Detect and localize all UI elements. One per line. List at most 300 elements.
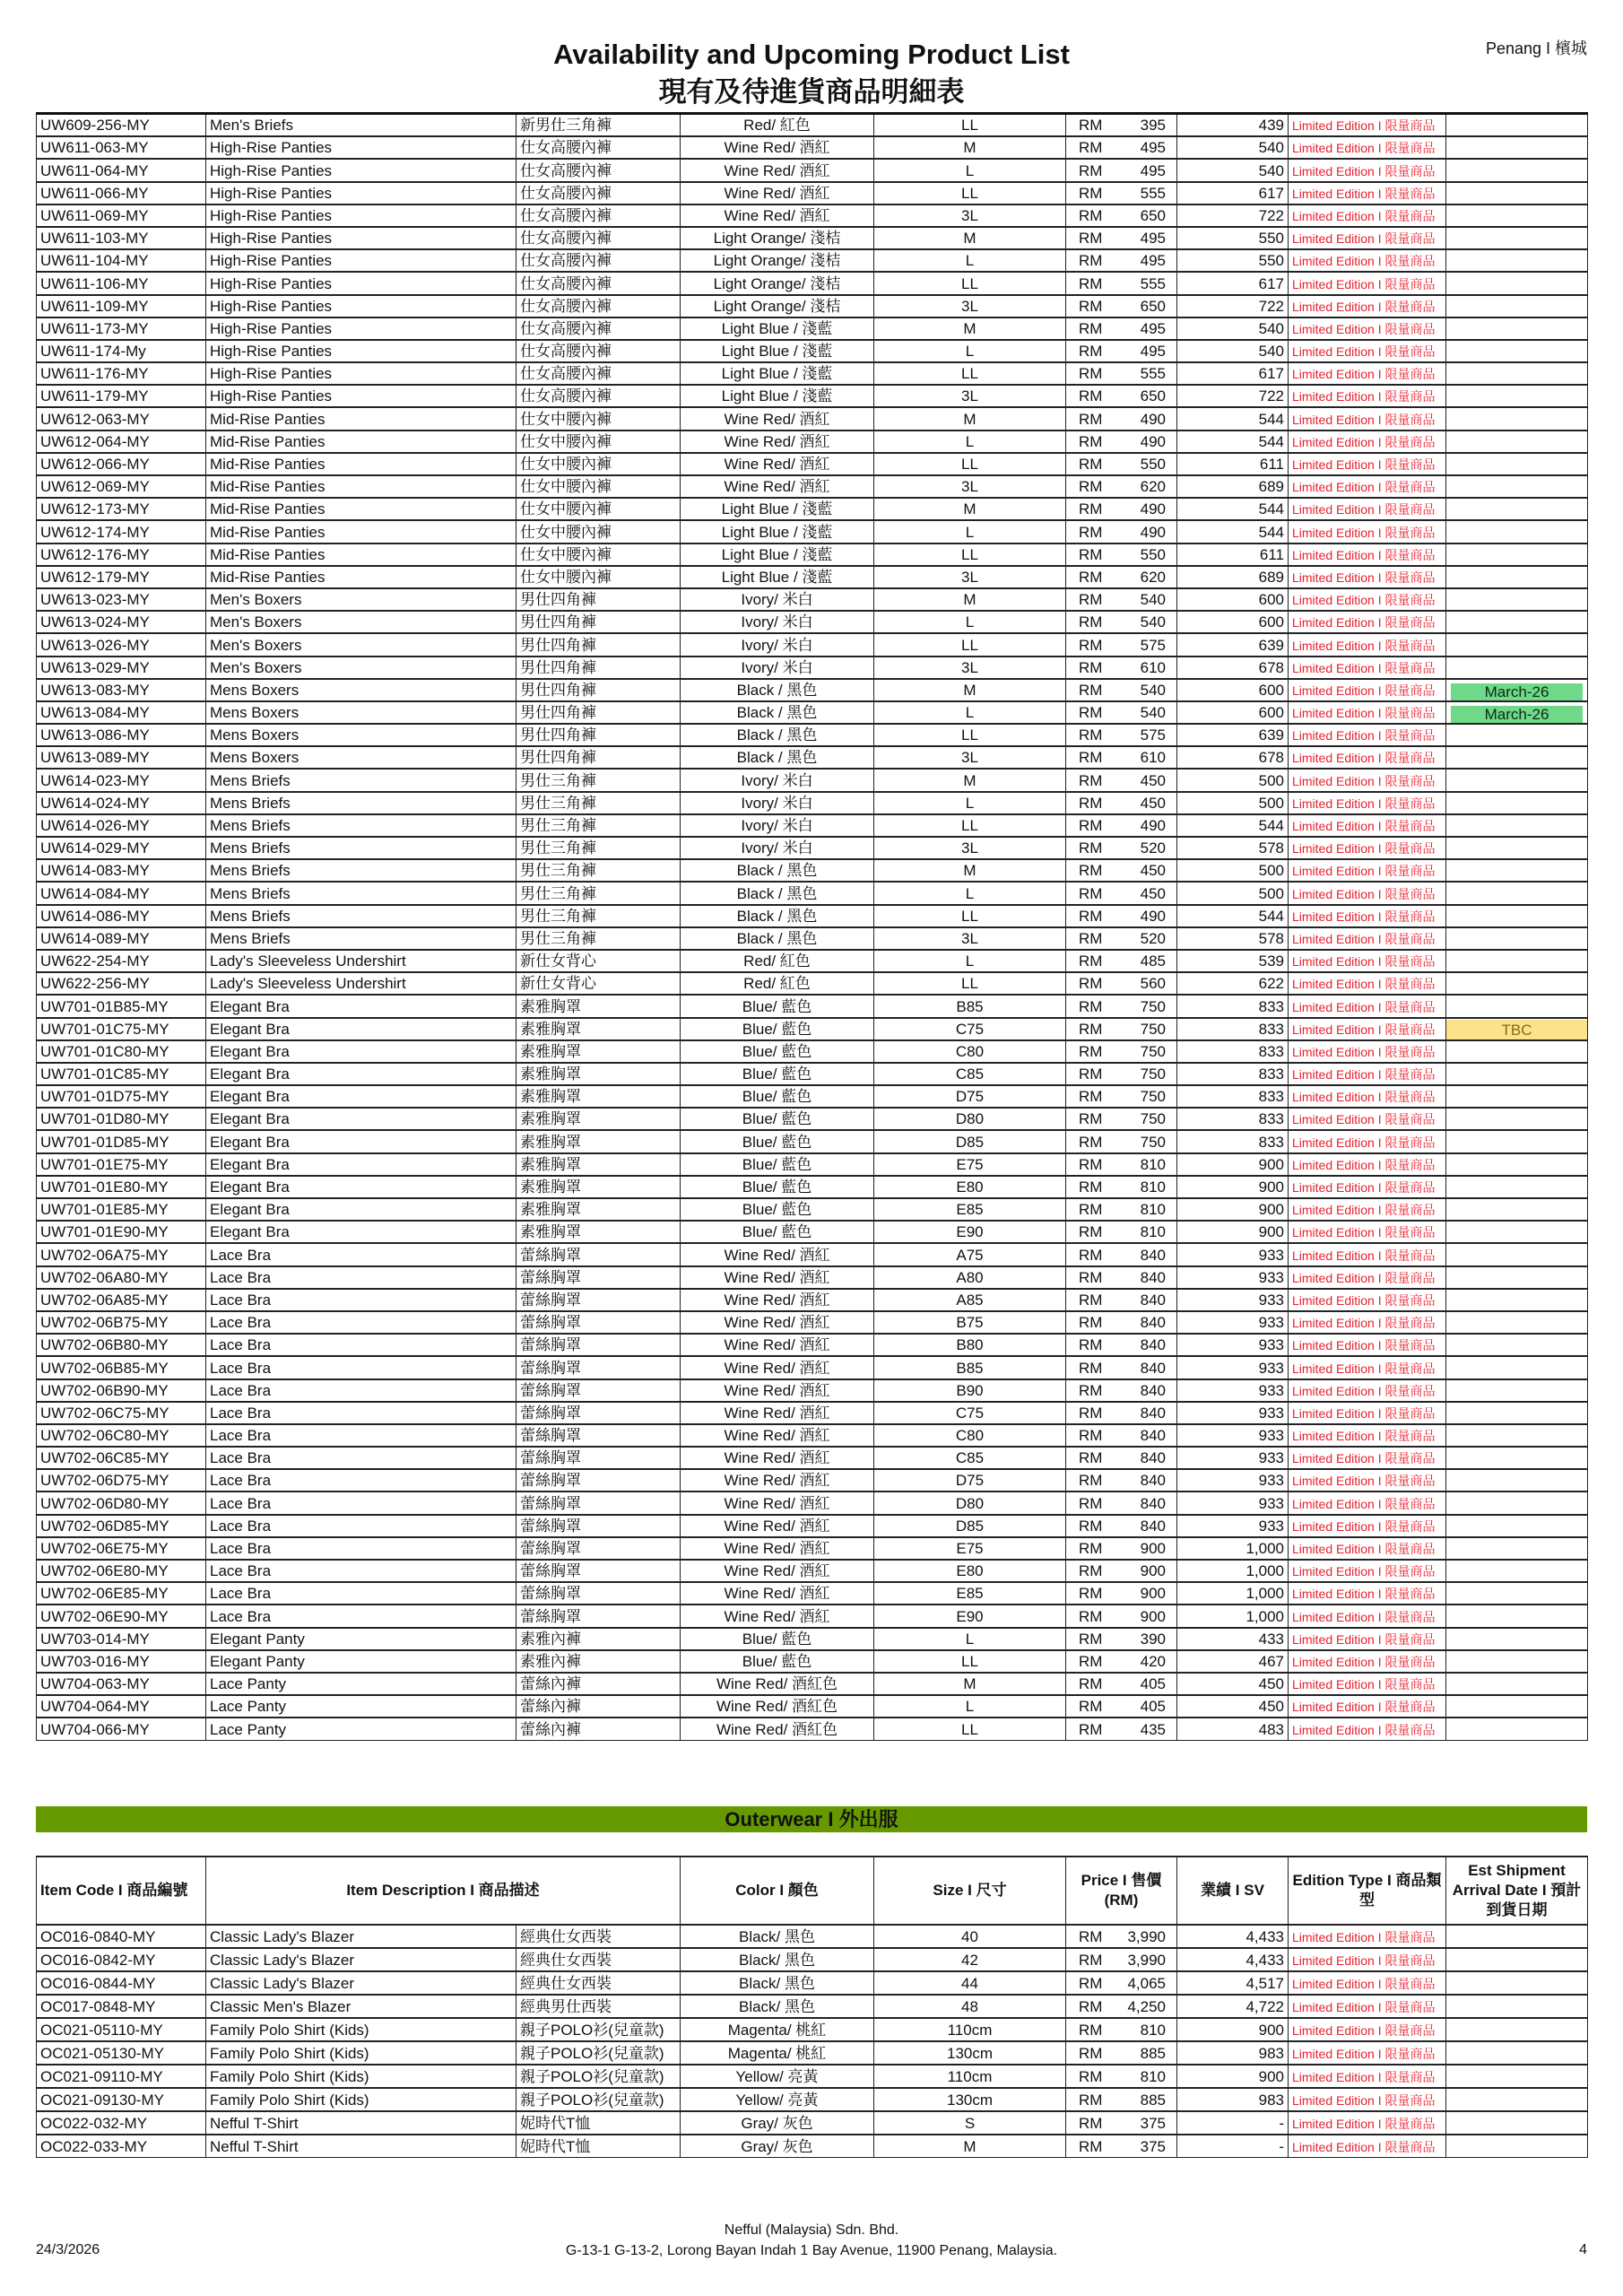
sv-cell: 900: [1177, 1198, 1289, 1221]
price-amount: 495: [1140, 139, 1166, 157]
shipment-date-badge: March-26: [1451, 683, 1583, 700]
edition-type-cell: Limited Edition I 限量商品: [1289, 520, 1446, 543]
item-description-cell: Classic Lady's Blazer: [206, 1925, 516, 1948]
item-code-cell: UW612-173-MY: [37, 498, 206, 520]
currency-label: RM: [1079, 1675, 1103, 1693]
sv-cell: 900: [1177, 1176, 1289, 1198]
est-shipment-cell: [1446, 1289, 1588, 1311]
item-description-cn-cell: 經典仕女西裝: [516, 1971, 681, 1995]
item-description-cn-cell: 男仕三角褲: [516, 882, 681, 904]
item-description-cell: Mid-Rise Panties: [206, 566, 516, 588]
item-description-cell: High-Rise Panties: [206, 249, 516, 272]
edition-type-cell: Limited Edition I 限量商品: [1289, 701, 1446, 724]
item-description-cn-cell: 新男仕三角褲: [516, 114, 681, 137]
color-cell: Blue/ 藍色: [681, 1176, 874, 1198]
color-cell: Light Blue / 淺藍: [681, 317, 874, 340]
item-description-cell: High-Rise Panties: [206, 272, 516, 294]
currency-label: RM: [1079, 252, 1103, 270]
price-amount: 555: [1140, 184, 1166, 202]
item-description-cell: Men's Boxers: [206, 588, 516, 611]
price-amount: 840: [1140, 1291, 1166, 1309]
item-description-cell: Elegant Bra: [206, 1153, 516, 1176]
table-row: [37, 882, 1588, 904]
edition-type-cell: Limited Edition I 限量商品: [1289, 2065, 1446, 2088]
sv-cell: 933: [1177, 1447, 1289, 1469]
item-description-cn-cell: 蕾絲胸罩: [516, 1447, 681, 1469]
table-row: [37, 679, 1588, 701]
size-cell: E75: [874, 1153, 1066, 1176]
est-shipment-cell: [1446, 859, 1588, 882]
est-shipment-cell: [1446, 1356, 1588, 1378]
sv-cell: 1,000: [1177, 1605, 1289, 1627]
sv-cell: 1,000: [1177, 1537, 1289, 1560]
edition-type-cell: Limited Edition I 限量商品: [1289, 227, 1446, 249]
currency-label: RM: [1079, 1427, 1103, 1445]
sv-cell: 500: [1177, 882, 1289, 904]
item-code-cell: UW702-06E80-MY: [37, 1560, 206, 1582]
price-amount: 450: [1140, 862, 1166, 880]
table-row: [37, 1650, 1588, 1673]
price-amount: 610: [1140, 749, 1166, 767]
price-cell: [1066, 475, 1177, 498]
edition-type-cell: Limited Edition I 限量商品: [1289, 159, 1446, 181]
price-cell: [1066, 995, 1177, 1017]
est-shipment-cell: [1446, 724, 1588, 746]
sv-cell: 617: [1177, 182, 1289, 204]
est-shipment-cell: [1446, 1311, 1588, 1334]
size-cell: L: [874, 611, 1066, 633]
price-amount: 495: [1140, 319, 1166, 337]
size-cell: M: [874, 679, 1066, 701]
edition-type-cell: Limited Edition I 限量商品: [1289, 2088, 1446, 2111]
color-cell: Blue/ 藍色: [681, 1198, 874, 1221]
item-description-cn-cell: 男仕三角褲: [516, 814, 681, 837]
price-amount: 490: [1140, 410, 1166, 428]
currency-label: RM: [1079, 1952, 1103, 1969]
est-shipment-cell: [1446, 792, 1588, 814]
edition-type-cell: Limited Edition I 限量商品: [1289, 1243, 1446, 1265]
price-cell: [1066, 2088, 1177, 2111]
item-description-cn-cell: 素雅胸罩: [516, 1040, 681, 1063]
color-cell: Light Blue / 淺藍: [681, 340, 874, 362]
price-cell: [1066, 1650, 1177, 1673]
est-shipment-cell: [1446, 1176, 1588, 1198]
size-cell: 40: [874, 1925, 1066, 1948]
color-cell: Wine Red/ 酒紅: [681, 430, 874, 453]
currency-label: RM: [1079, 387, 1103, 405]
sv-cell: 933: [1177, 1243, 1289, 1265]
size-cell: M: [874, 2135, 1066, 2158]
price-cell: [1066, 2018, 1177, 2041]
item-code-cell: UW701-01D80-MY: [37, 1108, 206, 1130]
item-code-cell: UW613-024-MY: [37, 611, 206, 633]
edition-type-cell: Limited Edition I 限量商品: [1289, 1492, 1446, 1514]
price-amount: 750: [1140, 1133, 1166, 1151]
currency-label: RM: [1079, 568, 1103, 586]
sv-cell: 544: [1177, 407, 1289, 430]
sv-cell: 544: [1177, 520, 1289, 543]
est-shipment-cell: [1446, 1334, 1588, 1356]
item-description-cn-cell: 素雅內褲: [516, 1628, 681, 1650]
item-description-cn-cell: 蕾絲胸罩: [516, 1424, 681, 1447]
item-description-cell: Mid-Rise Panties: [206, 520, 516, 543]
size-cell: 3L: [874, 385, 1066, 407]
size-cell: C75: [874, 1018, 1066, 1040]
sv-cell: 1,000: [1177, 1582, 1289, 1605]
price-cell: [1066, 814, 1177, 837]
table-row: [37, 814, 1588, 837]
table-row: [37, 633, 1588, 656]
size-cell: C80: [874, 1040, 1066, 1063]
edition-type-cell: Limited Edition I 限量商品: [1289, 1424, 1446, 1447]
price-cell: [1066, 611, 1177, 633]
item-description-cell: Men's Boxers: [206, 633, 516, 656]
size-cell: 3L: [874, 475, 1066, 498]
size-cell: E85: [874, 1582, 1066, 1605]
currency-label: RM: [1079, 1133, 1103, 1151]
sv-cell: 600: [1177, 611, 1289, 633]
footer-page-number: 4: [1579, 2242, 1587, 2257]
edition-type-cell: Limited Edition I 限量商品: [1289, 1537, 1446, 1560]
item-description-cell: Mens Briefs: [206, 882, 516, 904]
size-cell: B90: [874, 1379, 1066, 1402]
size-cell: D80: [874, 1492, 1066, 1514]
currency-label: RM: [1079, 230, 1103, 248]
item-code-cell: UW702-06D85-MY: [37, 1515, 206, 1537]
table-row: [37, 1130, 1588, 1152]
size-cell: LL: [874, 633, 1066, 656]
price-amount: 435: [1140, 1720, 1166, 1738]
price-cell: [1066, 272, 1177, 294]
price-amount: 750: [1140, 1065, 1166, 1083]
edition-type-cell: Limited Edition I 限量商品: [1289, 295, 1446, 317]
column-header-edition-type: Edition Type I 商品類型: [1289, 1857, 1446, 1925]
item-description-cell: Elegant Bra: [206, 1018, 516, 1040]
item-description-cn-cell: 男仕四角褲: [516, 746, 681, 769]
price-amount: 540: [1140, 704, 1166, 722]
edition-type-cell: Limited Edition I 限量商品: [1289, 272, 1446, 294]
item-description-cn-cell: 男仕四角褲: [516, 724, 681, 746]
sv-cell: 578: [1177, 837, 1289, 859]
item-code-cell: UW614-026-MY: [37, 814, 206, 837]
item-code-cell: UW614-084-MY: [37, 882, 206, 904]
price-cell: [1066, 362, 1177, 385]
sv-cell: 600: [1177, 679, 1289, 701]
table-row: [37, 362, 1588, 385]
currency-label: RM: [1079, 1088, 1103, 1106]
size-cell: LL: [874, 272, 1066, 294]
edition-type-cell: Limited Edition I 限量商品: [1289, 1971, 1446, 1995]
item-description-cell: Lace Bra: [206, 1334, 516, 1356]
price-cell: [1066, 679, 1177, 701]
est-shipment-cell: [1446, 2041, 1588, 2065]
size-cell: L: [874, 1628, 1066, 1650]
color-cell: Wine Red/ 酒紅色: [681, 1695, 874, 1718]
item-description-cell: Mid-Rise Panties: [206, 430, 516, 453]
price-cell: [1066, 136, 1177, 159]
price-amount: 810: [1140, 1201, 1166, 1219]
price-cell: [1066, 295, 1177, 317]
sv-cell: 622: [1177, 972, 1289, 995]
item-description-cell: Lace Bra: [206, 1469, 516, 1492]
color-cell: Black/ 黑色: [681, 1948, 874, 1971]
est-shipment-cell: [1446, 769, 1588, 791]
item-code-cell: UW701-01E85-MY: [37, 1198, 206, 1221]
price-cell: [1066, 1402, 1177, 1424]
item-code-cell: UW622-254-MY: [37, 950, 206, 972]
edition-type-cell: Limited Edition I 限量商品: [1289, 859, 1446, 882]
item-description-cell: Lace Bra: [206, 1560, 516, 1582]
item-description-cn-cell: 蕾絲胸罩: [516, 1356, 681, 1378]
table-row: [37, 317, 1588, 340]
est-shipment-cell: [1446, 1063, 1588, 1085]
size-cell: L: [874, 340, 1066, 362]
item-code-cell: UW611-173-MY: [37, 317, 206, 340]
price-cell: [1066, 792, 1177, 814]
est-shipment-cell: [1446, 2135, 1588, 2158]
price-cell: [1066, 1063, 1177, 1085]
table-row: [37, 611, 1588, 633]
item-description-cn-cell: 蕾絲胸罩: [516, 1311, 681, 1334]
item-description-cell: Lace Bra: [206, 1402, 516, 1424]
item-code-cell: UW611-103-MY: [37, 227, 206, 249]
currency-label: RM: [1079, 591, 1103, 609]
item-description-cell: Mens Briefs: [206, 792, 516, 814]
sv-cell: 933: [1177, 1334, 1289, 1356]
price-amount: 490: [1140, 523, 1166, 541]
item-description-cell: Lady's Sleeveless Undershirt: [206, 950, 516, 972]
est-shipment-cell: [1446, 1628, 1588, 1650]
edition-type-cell: Limited Edition I 限量商品: [1289, 385, 1446, 407]
item-code-cell: UW609-256-MY: [37, 114, 206, 137]
currency-label: RM: [1079, 456, 1103, 473]
table-row: [37, 159, 1588, 181]
table-row: [37, 746, 1588, 769]
price-cell: [1066, 1153, 1177, 1176]
currency-label: RM: [1079, 2138, 1103, 2155]
table-row: [37, 588, 1588, 611]
currency-label: RM: [1079, 1975, 1103, 1992]
color-cell: Wine Red/ 酒紅: [681, 1492, 874, 1514]
color-cell: Black / 黑色: [681, 905, 874, 927]
item-description-cn-cell: 蕾絲胸罩: [516, 1515, 681, 1537]
table-row: [37, 859, 1588, 882]
edition-type-cell: Limited Edition I 限量商品: [1289, 814, 1446, 837]
price-amount: 4,250: [1127, 1998, 1166, 2015]
est-shipment-cell: [1446, 657, 1588, 679]
price-amount: 650: [1140, 206, 1166, 224]
item-description-cell: Mens Briefs: [206, 769, 516, 791]
edition-type-cell: Limited Edition I 限量商品: [1289, 498, 1446, 520]
edition-type-cell: Limited Edition I 限量商品: [1289, 340, 1446, 362]
item-description-cn-cell: 仕女中腰內褲: [516, 430, 681, 453]
color-cell: Wine Red/ 酒紅: [681, 159, 874, 181]
edition-type-cell: Limited Edition I 限量商品: [1289, 905, 1446, 927]
edition-type-cell: Limited Edition I 限量商品: [1289, 633, 1446, 656]
price-cell: [1066, 227, 1177, 249]
size-cell: L: [874, 430, 1066, 453]
item-description-cn-cell: 仕女高腰內褲: [516, 249, 681, 272]
est-shipment-cell: [1446, 453, 1588, 475]
table-row: [37, 972, 1588, 995]
price-cell: [1066, 1673, 1177, 1695]
size-cell: LL: [874, 1718, 1066, 1740]
color-cell: Black / 黑色: [681, 927, 874, 950]
price-cell: [1066, 1018, 1177, 1040]
item-description-cn-cell: 親子POLO衫(兒童款): [516, 2018, 681, 2041]
sv-cell: 933: [1177, 1424, 1289, 1447]
price-cell: [1066, 159, 1177, 181]
color-cell: Yellow/ 亮黃: [681, 2088, 874, 2111]
item-code-cell: OC021-09110-MY: [37, 2065, 206, 2088]
item-code-cell: UW613-026-MY: [37, 633, 206, 656]
table-row: [37, 1424, 1588, 1447]
sv-cell: 450: [1177, 1673, 1289, 1695]
price-cell: [1066, 407, 1177, 430]
currency-label: RM: [1079, 1720, 1103, 1738]
color-cell: Black / 黑色: [681, 746, 874, 769]
color-cell: Wine Red/ 酒紅: [681, 407, 874, 430]
item-code-cell: OC022-033-MY: [37, 2135, 206, 2158]
item-description-cell: Lace Bra: [206, 1266, 516, 1289]
price-cell: [1066, 1948, 1177, 1971]
item-description-cn-cell: 蕾絲內褲: [516, 1718, 681, 1740]
table-row: [37, 453, 1588, 475]
item-description-cell: Family Polo Shirt (Kids): [206, 2018, 516, 2041]
est-shipment-cell: [1446, 679, 1588, 701]
sv-cell: -: [1177, 2135, 1289, 2158]
price-amount: 520: [1140, 929, 1166, 947]
table-row: [37, 136, 1588, 159]
edition-type-cell: Limited Edition I 限量商品: [1289, 1995, 1446, 2018]
edition-type-cell: Limited Edition I 限量商品: [1289, 2111, 1446, 2135]
price-amount: 840: [1140, 1449, 1166, 1467]
size-cell: 110cm: [874, 2065, 1066, 2088]
item-description-cn-cell: 男仕四角褲: [516, 588, 681, 611]
item-code-cell: UW702-06B85-MY: [37, 1356, 206, 1378]
location-label: Penang I 檳城: [1485, 39, 1587, 57]
size-cell: B75: [874, 1311, 1066, 1334]
price-amount: 840: [1140, 1336, 1166, 1354]
price-cell: [1066, 1221, 1177, 1243]
edition-type-cell: Limited Edition I 限量商品: [1289, 2041, 1446, 2065]
sv-cell: 833: [1177, 1130, 1289, 1152]
color-cell: Light Blue / 淺藍: [681, 544, 874, 566]
outerwear-table: [36, 1856, 1588, 2158]
edition-type-cell: Limited Edition I 限量商品: [1289, 1108, 1446, 1130]
edition-type-cell: Limited Edition I 限量商品: [1289, 1605, 1446, 1627]
item-description-cell: Mid-Rise Panties: [206, 498, 516, 520]
edition-type-cell: Limited Edition I 限量商品: [1289, 1402, 1446, 1424]
table-row: [37, 1198, 1588, 1221]
price-amount: 420: [1140, 1652, 1166, 1670]
item-description-cn-cell: 仕女中腰內褲: [516, 544, 681, 566]
price-amount: 450: [1140, 794, 1166, 812]
sv-cell: 540: [1177, 136, 1289, 159]
item-code-cell: UW701-01E80-MY: [37, 1176, 206, 1198]
item-code-cell: UW701-01B85-MY: [37, 995, 206, 1017]
size-cell: LL: [874, 905, 1066, 927]
price-amount: 540: [1140, 681, 1166, 699]
item-description-cn-cell: 蕾絲胸罩: [516, 1605, 681, 1627]
price-cell: [1066, 249, 1177, 272]
sv-cell: 933: [1177, 1402, 1289, 1424]
est-shipment-cell: [1446, 544, 1588, 566]
table-row: [37, 407, 1588, 430]
price-cell: [1066, 317, 1177, 340]
item-code-cell: UW704-066-MY: [37, 1718, 206, 1740]
item-description-cn-cell: 素雅胸罩: [516, 995, 681, 1017]
size-cell: 110cm: [874, 2018, 1066, 2041]
item-description-cn-cell: 素雅胸罩: [516, 1130, 681, 1152]
est-shipment-cell: [1446, 249, 1588, 272]
est-shipment-cell: [1446, 1995, 1588, 2018]
size-cell: E75: [874, 1537, 1066, 1560]
color-cell: Ivory/ 米白: [681, 588, 874, 611]
edition-type-cell: Limited Edition I 限量商品: [1289, 882, 1446, 904]
edition-type-cell: Limited Edition I 限量商品: [1289, 950, 1446, 972]
size-cell: L: [874, 792, 1066, 814]
edition-type-cell: Limited Edition I 限量商品: [1289, 475, 1446, 498]
table-row: [37, 1153, 1588, 1176]
item-description-cell: High-Rise Panties: [206, 317, 516, 340]
currency-label: RM: [1079, 1314, 1103, 1332]
price-amount: 450: [1140, 771, 1166, 789]
item-description-cell: Mid-Rise Panties: [206, 544, 516, 566]
price-cell: [1066, 2041, 1177, 2065]
size-cell: C85: [874, 1447, 1066, 1469]
est-shipment-cell: [1446, 701, 1588, 724]
table-row: [37, 2135, 1588, 2158]
sv-cell: 467: [1177, 1650, 1289, 1673]
currency-label: RM: [1079, 1540, 1103, 1557]
edition-type-cell: Limited Edition I 限量商品: [1289, 114, 1446, 137]
size-cell: LL: [874, 1650, 1066, 1673]
currency-label: RM: [1079, 365, 1103, 383]
price-cell: [1066, 1379, 1177, 1402]
color-cell: Wine Red/ 酒紅: [681, 1469, 874, 1492]
item-description-cell: Lace Panty: [206, 1673, 516, 1695]
color-cell: Black / 黑色: [681, 679, 874, 701]
edition-type-cell: Limited Edition I 限量商品: [1289, 1718, 1446, 1740]
color-cell: Wine Red/ 酒紅: [681, 1582, 874, 1605]
item-description-cn-cell: 蕾絲胸罩: [516, 1379, 681, 1402]
table-row: [37, 1469, 1588, 1492]
price-amount: 375: [1140, 2115, 1166, 2132]
item-description-cn-cell: 經典仕女西裝: [516, 1925, 681, 1948]
color-cell: Black / 黑色: [681, 859, 874, 882]
item-description-cn-cell: 蕾絲胸罩: [516, 1289, 681, 1311]
table-row: [37, 1948, 1588, 1971]
item-description-cn-cell: 蕾絲胸罩: [516, 1560, 681, 1582]
item-code-cell: UW701-01E90-MY: [37, 1221, 206, 1243]
item-code-cell: UW612-179-MY: [37, 566, 206, 588]
size-cell: B85: [874, 995, 1066, 1017]
item-description-cell: Family Polo Shirt (Kids): [206, 2041, 516, 2065]
currency-label: RM: [1079, 726, 1103, 744]
edition-type-cell: Limited Edition I 限量商品: [1289, 927, 1446, 950]
est-shipment-cell: [1446, 1198, 1588, 1221]
price-cell: [1066, 950, 1177, 972]
table-row: [37, 1356, 1588, 1378]
table-row: [37, 475, 1588, 498]
size-cell: 3L: [874, 927, 1066, 950]
item-code-cell: UW701-01E75-MY: [37, 1153, 206, 1176]
table-row: [37, 1537, 1588, 1560]
color-cell: Wine Red/ 酒紅: [681, 475, 874, 498]
currency-label: RM: [1079, 2092, 1103, 2109]
sv-cell: 500: [1177, 859, 1289, 882]
